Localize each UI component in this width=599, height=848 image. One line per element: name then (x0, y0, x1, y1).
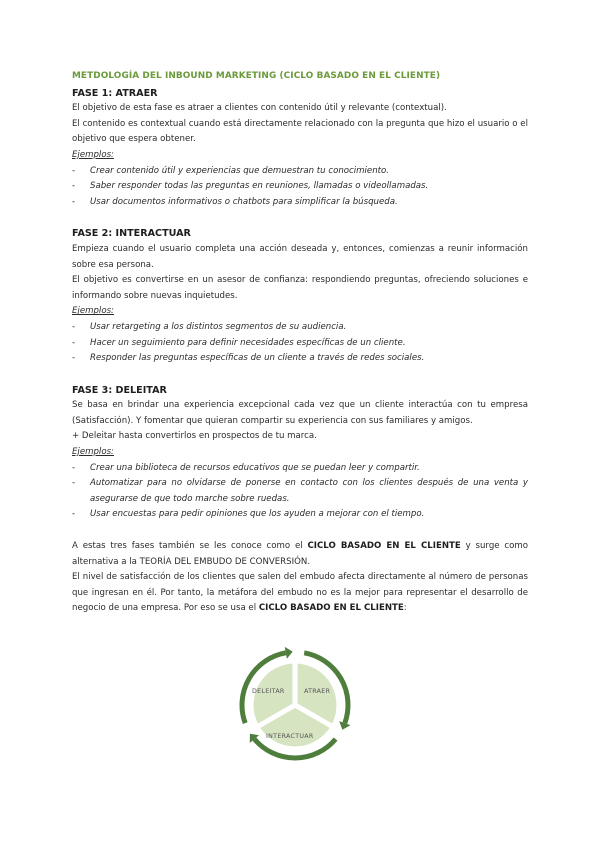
example-text: Usar encuestas para pedir opiniones que los ayuden a mejorar con el tiempo. (90, 509, 425, 520)
customer-cycle-diagram (228, 646, 362, 766)
segment-label-deleitar: DELEITAR (252, 688, 285, 695)
example-item: - Automatizar para no olvidarse de ponerse en contacto con los clientes después de una venta y asegurarse de que todo marche sobre ruedas. (72, 478, 528, 504)
cycle-arrow-deleitar-head (285, 647, 293, 659)
phase-1-title: FASE 1: ATRAER (72, 87, 158, 99)
phase-2-examples-label: Ejemplos: (72, 306, 114, 317)
example-text: Hacer un seguimiento para definir necesidades específicas de un cliente. (90, 337, 406, 348)
example-item: - Hacer un seguimiento para definir necesidades específicas de un cliente. (72, 337, 406, 348)
phase-3-title: FASE 3: DELEITAR (72, 384, 167, 396)
summary-paragraph-1 (72, 539, 528, 570)
example-text: Responder las preguntas específicas de un cliente a través de redes sociales. (90, 353, 425, 364)
cycle-svg (228, 646, 362, 766)
document-page (72, 69, 528, 617)
example-item: - Usar documentos informativos o chatbots para simplificar la búsqueda. (72, 196, 398, 207)
cycle-name-emphasis: CICLO BASADO EN EL CLIENTE (307, 541, 461, 552)
phase-2-section (72, 226, 528, 366)
phase-2-paragraph: El objetivo es convertirse en un asesor de confianza: respondiendo preguntas, ofreciendo soluciones e informando sobre nuevas inquietudes. (72, 275, 528, 301)
summary-text: : (403, 603, 407, 614)
phase-1-section (72, 86, 528, 211)
cycle-name-emphasis: CICLO BASADO EN EL CLIENTE (258, 603, 404, 614)
document-title: METDOLOGÍA DEL INBOUND MARKETING (CICLO BASADO EN EL CLIENTE) (72, 71, 441, 81)
phase-3-examples-label: Ejemplos: (72, 447, 114, 458)
phase-2-examples-list (72, 320, 528, 367)
phase-3-examples-list (72, 461, 528, 523)
phase-1-paragraph: El contenido es contextual cuando está directamente relacionado con la pregunta que hizo el usuario o el objetivo que espera obtener. (72, 118, 528, 145)
summary-text: El nivel de satisfacción de los clientes que salen del embudo afecta directamente al número de personas que ingresan en él. Por tanto, la metáfora del embudo no es la mejor para representar el desarrollo de negocio de una empresa. Por eso se usa el (72, 572, 528, 614)
example-text: Saber responder todas las preguntas en reuniones, llamadas o videollamadas. (90, 181, 429, 192)
example-text: Crear contenido útil y experiencias que demuestran tu conocimiento. (90, 165, 390, 176)
summary-text: A estas tres fases también se les conoce como el (72, 541, 308, 552)
phase-1-examples-label: Ejemplos: (72, 149, 114, 160)
summary-paragraph-2 (72, 570, 528, 617)
example-item: - Responder las preguntas específicas de un cliente a través de redes sociales. (72, 353, 425, 364)
phase-3-paragraph: + Deleitar hasta convertirlos en prospectos de tu marca. (72, 431, 317, 442)
example-item: - Crear contenido útil y experiencias que demuestran tu conocimiento. (72, 165, 390, 176)
example-item: - Saber responder todas las preguntas en reuniones, llamadas o videollamadas. (72, 181, 429, 192)
example-item: - Crear una biblioteca de recursos educativos que se puedan leer y compartir. (72, 462, 420, 473)
segment-label-interactuar: INTERACTUAR (266, 733, 314, 740)
phase-1-paragraph: El objetivo de esta fase es atraer a clientes con contenido útil y relevante (contextual). (72, 103, 447, 114)
phase-3-section (72, 383, 528, 523)
example-text: Usar retargeting a los distintos segmentos de su audiencia. (90, 321, 347, 332)
example-text: Crear una biblioteca de recursos educativos que se puedan leer y compartir. (90, 462, 420, 473)
example-text: Automatizar para no olvidarse de ponerse en contacto con los clientes después de una venta y asegurarse de que todo marche sobre ruedas. (90, 478, 528, 504)
example-text: Usar documentos informativos o chatbots para simplificar la búsqueda. (90, 196, 398, 207)
phase-2-title: FASE 2: INTERACTUAR (72, 228, 191, 240)
phase-3-paragraph: Se basa en brindar una experiencia excepcional cada vez que un cliente interactúa con tu empresa (Satisfacción). Y fomentar que quieran compartir su experiencia con sus familiares y amigos. (72, 400, 528, 426)
example-item: - Usar retargeting a los distintos segmentos de su audiencia. (72, 321, 347, 332)
phase-2-paragraph: Empieza cuando el usuario completa una acción deseada y, entonces, comienzas a reunir información sobre esa persona. (72, 243, 528, 270)
phase-1-examples-list (72, 164, 528, 211)
segment-label-atraer: ATRAER (304, 688, 331, 695)
example-item: - Usar encuestas para pedir opiniones que los ayuden a mejorar con el tiempo. (72, 509, 425, 520)
summary-text: y surge como alternativa a la TEORÍA DEL EMBUDO DE CONVERSIÓN. (72, 541, 528, 567)
